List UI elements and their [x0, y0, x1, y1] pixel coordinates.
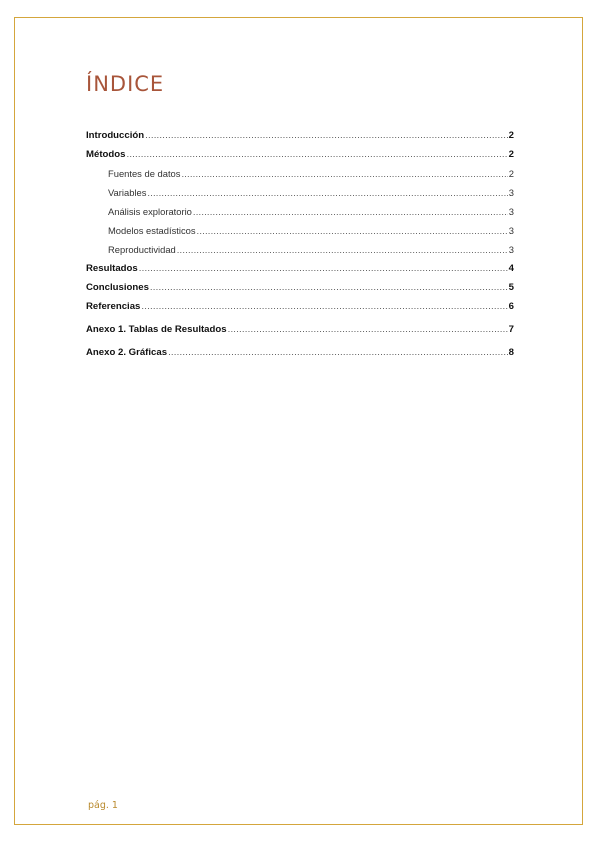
toc-entry-analisis-exploratorio[interactable] [86, 205, 514, 224]
toc-entry-label: Modelos estadísticos [108, 225, 196, 236]
toc-entry-label: Métodos [86, 149, 126, 160]
toc-entry-resultados[interactable] [86, 262, 514, 281]
toc-entry-modelos-estadisticos[interactable] [86, 224, 514, 243]
toc-dot-leader [168, 346, 508, 359]
toc-dot-leader [147, 186, 507, 199]
toc-entry-page: 2 [508, 149, 514, 160]
toc-entry-page: 2 [508, 168, 514, 179]
toc-entry-conclusiones[interactable] [86, 281, 514, 300]
toc-entry-page: 3 [508, 206, 514, 217]
toc-dot-leader [197, 224, 508, 237]
toc-dot-leader [228, 323, 508, 336]
toc-entry-page: 8 [508, 347, 514, 358]
toc-entry-label: Variables [108, 187, 147, 198]
toc-entry-page: 2 [508, 130, 514, 141]
toc-entry-introduccion[interactable] [86, 129, 514, 148]
toc-dot-leader [181, 167, 507, 180]
toc-entry-anexo-1[interactable] [86, 323, 514, 342]
toc-entry-label: Anexo 2. Gráficas [86, 347, 168, 358]
toc-entry-variables[interactable] [86, 186, 514, 205]
toc-entry-label: Fuentes de datos [108, 168, 181, 179]
toc-entry-label: Resultados [86, 263, 138, 274]
toc-dot-leader [177, 243, 508, 256]
toc-entry-label: Reproductividad [108, 244, 176, 255]
toc-dot-leader [141, 300, 507, 313]
toc-entry-reproductividad[interactable] [86, 243, 514, 262]
toc-entry-page: 5 [508, 282, 514, 293]
toc-dot-leader [150, 281, 508, 294]
toc-entry-page: 6 [508, 301, 514, 312]
toc-dot-leader [193, 205, 508, 218]
toc-entry-metodos[interactable] [86, 148, 514, 167]
toc-entry-label: Conclusiones [86, 282, 149, 293]
page-title: ÍNDICE [86, 72, 165, 96]
toc-entry-page: 7 [508, 324, 514, 335]
toc-entry-label: Análisis exploratorio [108, 206, 192, 217]
toc-entry-label: Referencias [86, 301, 141, 312]
toc-entry-page: 3 [508, 244, 514, 255]
table-of-contents [86, 129, 514, 365]
toc-entry-page: 4 [508, 263, 514, 274]
toc-entry-page: 3 [508, 187, 514, 198]
toc-dot-leader [145, 129, 508, 142]
page-number-footer: pág. 1 [88, 800, 118, 811]
toc-entry-anexo-2[interactable] [86, 346, 514, 365]
toc-dot-leader [126, 148, 507, 161]
toc-entry-label: Introducción [86, 130, 145, 141]
toc-entry-referencias[interactable] [86, 300, 514, 319]
toc-dot-leader [139, 262, 508, 275]
toc-entry-page: 3 [508, 225, 514, 236]
toc-entry-label: Anexo 1. Tablas de Resultados [86, 324, 227, 335]
toc-entry-fuentes-de-datos[interactable] [86, 167, 514, 186]
